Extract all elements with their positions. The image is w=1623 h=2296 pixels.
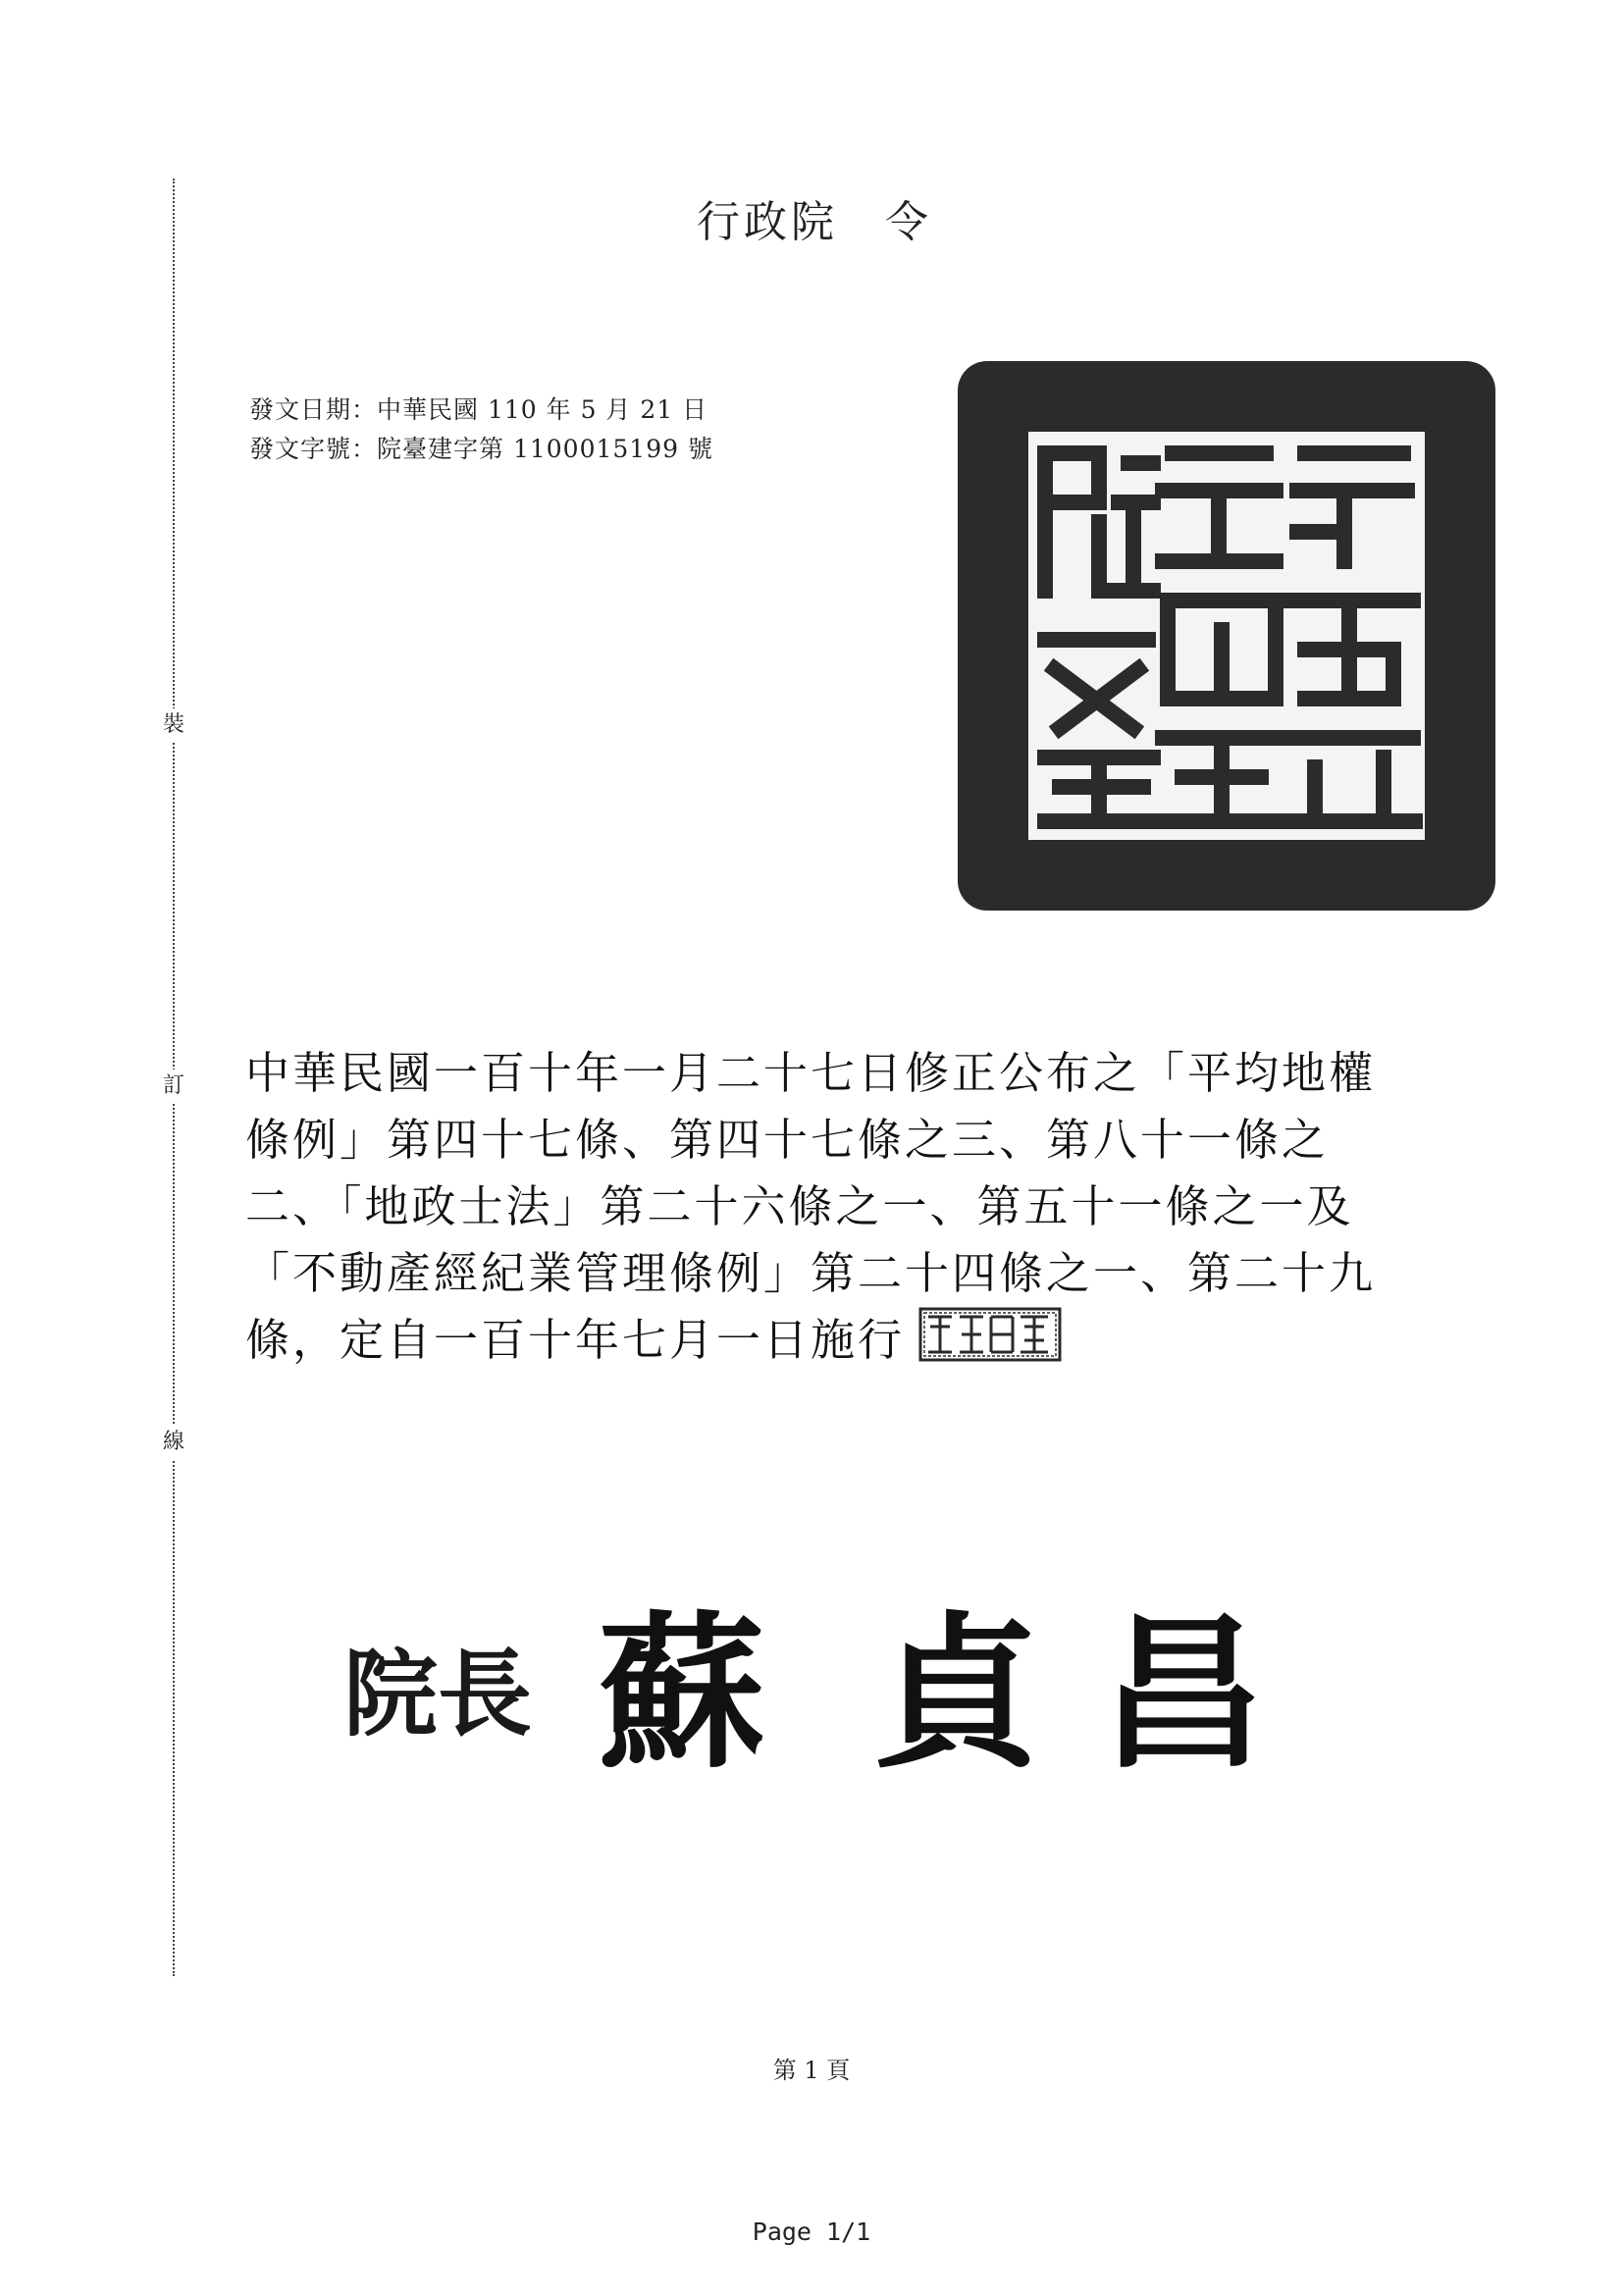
title-document-type: 令 bbox=[885, 197, 932, 247]
small-signature-stamp bbox=[918, 1307, 1062, 1381]
order-body-content: 中華民國一百十年一月二十七日修正公布之「平均地權條例」第四十七條、第四十七條之三、第八十一條之二、「地政士法」第二十六條之一、第五十一條之一及「不動產經紀業管理條例」第二十四條之一、第二十九條，定自一百十年七月一日施行 bbox=[245, 1047, 1377, 1366]
issue-date-value: 中華民國 110 年 5 月 21 日 bbox=[377, 395, 708, 424]
binding-char-ding: 訂 bbox=[157, 1070, 190, 1103]
page-footer: Page 1/1 bbox=[752, 2218, 871, 2246]
signature-title: 院長 bbox=[343, 1639, 532, 1749]
reference-number-value: 院臺建字第 1100015199 號 bbox=[377, 435, 713, 463]
title-organization: 行政院 bbox=[697, 197, 838, 247]
signature-char-chang: 昌 bbox=[1099, 1595, 1267, 1792]
issue-date-row bbox=[249, 391, 713, 430]
signature-char-su: 蘇 bbox=[599, 1595, 766, 1792]
issue-date-label: 發文日期： bbox=[249, 395, 378, 424]
issuance-metadata bbox=[249, 391, 713, 469]
signature-char-zhen: 貞 bbox=[873, 1595, 1041, 1792]
small-stamp-graphic bbox=[918, 1307, 1062, 1362]
binding-char-zhuang: 裝 bbox=[157, 708, 190, 742]
premier-signature-block bbox=[334, 1580, 1276, 1796]
reference-number-label: 發文字號： bbox=[249, 435, 378, 463]
official-seal-stamp bbox=[952, 355, 1501, 916]
document-title bbox=[550, 186, 1079, 249]
order-body-text bbox=[245, 1040, 1393, 1381]
reference-number-row bbox=[249, 430, 713, 469]
binding-char-xian: 線 bbox=[157, 1426, 190, 1459]
page-number: 第 1 頁 bbox=[772, 2057, 851, 2084]
